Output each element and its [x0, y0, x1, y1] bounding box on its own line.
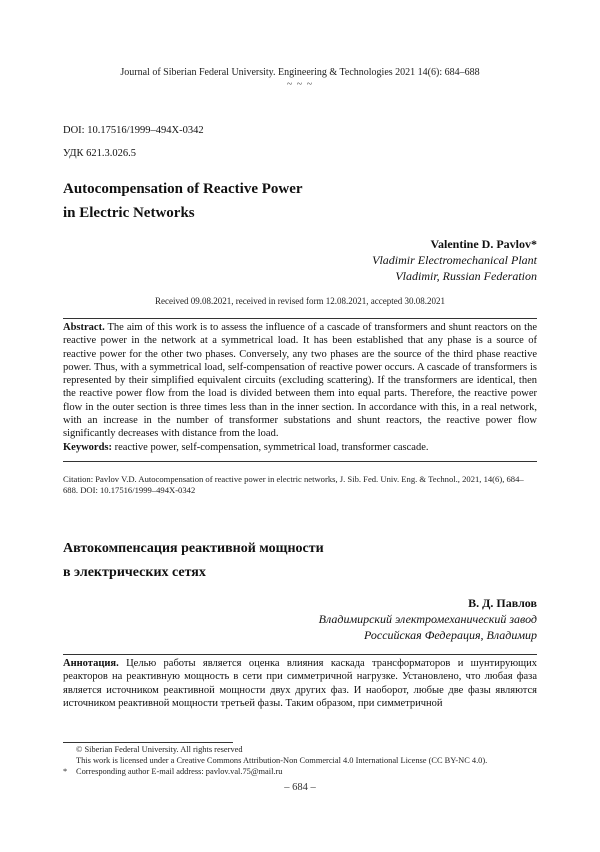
article-title-ru [63, 537, 324, 585]
header-ornament: ~ ~ ~ [286, 79, 314, 90]
corresponding-note: * Corresponding author E-mail address: pavlov.val.75@mail.ru [63, 767, 283, 776]
author-block-en [372, 236, 537, 284]
abstract-en [63, 321, 537, 441]
citation-top-rule [63, 461, 537, 462]
abstract-top-rule [63, 318, 537, 319]
abstract-ru [63, 657, 537, 710]
page-number: – 684 – [284, 782, 316, 793]
article-title-en [63, 177, 303, 225]
ru-abstract-text: Целью работы является оценка влияния каскада трансформаторов и шунтирующих реакторов на реактивную мощность в сети при симметричной нагрузке. Установлено, что любая фаза является источником реактивной мощности двух других фаз. И наоборот, любые две фазы являются источником реактивной мощности третьей фазы. Таким образом, при симметричной [63, 658, 537, 709]
footnotes [63, 744, 543, 777]
keywords-text: reactive power, self-compensation, symmetrical load, transformer cascade. [114, 442, 429, 453]
ru-title-line-2: в электрических сетях [63, 565, 206, 580]
ru-title-line-1: Автокомпенсация реактивной мощности [63, 541, 324, 556]
title-line-1: Autocompensation of Reactive Power [63, 181, 303, 197]
ru-affiliation-2: Российская Федерация, Владимир [363, 628, 537, 642]
title-line-2: in Electric Networks [63, 205, 195, 221]
affiliation-2: Vladimir, Russian Federation [395, 269, 537, 283]
ru-abstract-top-rule [63, 654, 537, 655]
ru-affiliation-1: Владимирский электромеханический завод [318, 612, 537, 626]
received-dates: Received 09.08.2021, received in revised form 12.08.2021, accepted 30.08.2021 [155, 296, 445, 306]
footnote-rule [63, 742, 233, 743]
keywords-label: Keywords: [63, 442, 112, 453]
author-block-ru [319, 595, 537, 643]
doi: DOI: 10.17516/1999–494X-0342 [63, 125, 204, 136]
ru-author-name: В. Д. Павлов [468, 596, 537, 610]
keywords [63, 441, 537, 454]
udk-code: УДК 621.3.026.5 [63, 148, 137, 159]
ru-abstract-label: Аннотация. [63, 658, 119, 669]
affiliation-1: Vladimir Electromechanical Plant [372, 253, 537, 267]
author-name: Valentine D. Pavlov* [430, 237, 537, 251]
license-note: This work is licensed under a Creative Commons Attribution-Non Commercial 4.0 International License (CC BY-NC 4.0). [76, 756, 488, 765]
journal-header: Journal of Siberian Federal University. Engineering & Technologies 2021 14(6): 684–688 [120, 67, 480, 78]
citation: Citation: Pavlov V.D. Autocompensation of reactive power in electric networks, J. Sib. Fed. Univ. Eng. & Technol., 2021, 14(6), 684–688. DOI: 10.17516/1999–494X-0342 [63, 474, 524, 495]
abstract-label: Abstract. [63, 322, 105, 333]
copyright-note: © Siberian Federal University. All rights reserved [76, 745, 243, 754]
abstract-text: The aim of this work is to assess the influence of a cascade of transformers and shunt reactors on the reactive power in the network at a symmetrical load. It has been established that any phase is a source of reactive power for the other two phases. Conversely, any two phases are the source of the third phase reactive power. Thus, with a symmetrical load, self-compensation of reactive power occurs. A cascade of transformers is represented by their simplified equivalent circuits (excluding scattering). If the transformers are identical, then the reactive power flow from the load is divided between them into equal parts. Therefore, the reactive power flow in the outer section is three times less than in the inner section. In accordance with this, in a real network, with an increase in the number of transformer substations and shunt reactors, the reactive power flow significantly decreases with distance from the load. [63, 322, 537, 440]
